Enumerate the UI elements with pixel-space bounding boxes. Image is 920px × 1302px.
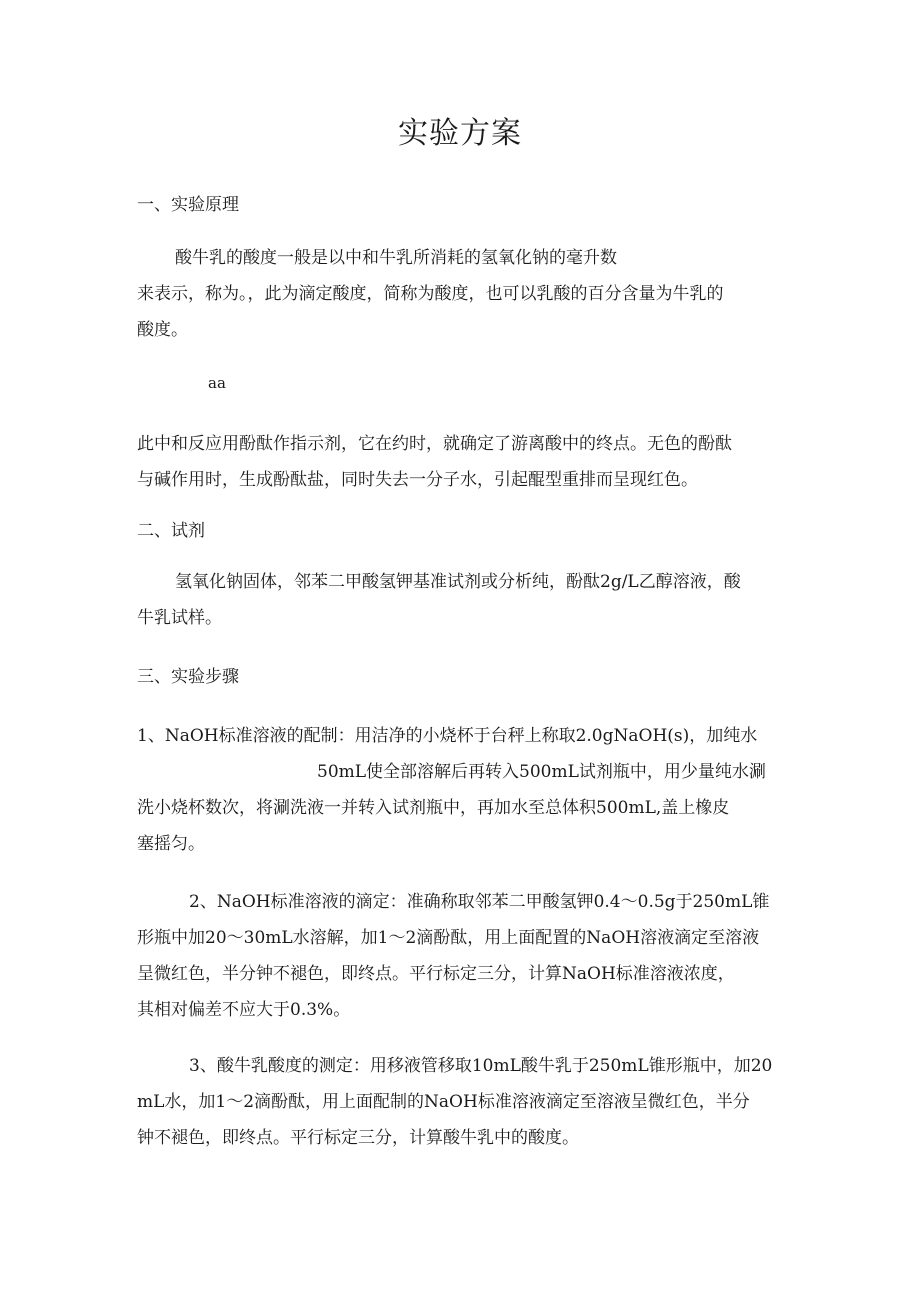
principle-p1-line-3: 酸度。 [137,320,188,340]
step-2-line-1: 2、NaOH标准溶液的滴定：准确称取邻苯二甲酸氢钾0.4～0.5g于250mL锥 [189,892,770,912]
reagents-line-2: 牛乳试样。 [137,608,222,628]
principle-p2-line-1: 此中和反应用酚酞作指示剂，它在约时，就确定了游离酸中的终点。无色的酚酞 [137,434,732,454]
step-1-line-1: 1、NaOH标准溶液的配制：用洁净的小烧杯于台秤上称取2.0gNaOH(s)，加纯水 [137,726,758,746]
step-1-line-2: 50mL使全部溶解后再转入500mL试剂瓶中，用少量纯水涮 [317,762,766,782]
section-heading-steps: 三、实验步骤 [137,667,239,687]
step-2-line-2: 形瓶中加20～30mL水溶解，加1～2滴酚酞，用上面配置的NaOH溶液滴定至溶液 [137,928,760,948]
reagents-paragraph [137,564,787,636]
step-3-line-2: mL水，加1～2滴酚酞，用上面配制的NaOH标准溶液滴定至溶液呈微红色，半分 [137,1092,750,1112]
principle-p1-line-2: 来表示，称为。，此为滴定酸度，简称为酸度，也可以乳酸的百分含量为牛乳的 [137,284,724,304]
step-1-paragraph [137,718,787,862]
formula-label: aa [208,374,226,392]
step-1-line-4: 塞摇匀。 [137,834,205,854]
principle-paragraph-2 [137,426,787,498]
principle-paragraph-1 [137,240,787,348]
step-3-line-3: 钟不褪色，即终点。平行标定三分，计算酸牛乳中的酸度。 [137,1128,579,1148]
page-title: 实验方案 [398,116,522,151]
section-heading-principle: 一、实验原理 [137,195,239,215]
principle-p2-line-2: 与碱作用时，生成酚酞盐，同时失去一分子水，引起醌型重排而呈现红色。 [137,470,698,490]
step-2-paragraph [137,884,787,1028]
step-2-line-3: 呈微红色，半分钟不褪色，即终点。平行标定三分，计算NaOH标准溶液浓度， [137,964,735,984]
step-2-line-4: 其相对偏差不应大于0.3%。 [137,1000,351,1020]
step-3-paragraph [137,1048,787,1156]
reagents-line-1: 氢氧化钠固体，邻苯二甲酸氢钾基准试剂或分析纯，酚酞2g/L乙醇溶液，酸 [175,572,741,592]
section-heading-reagents: 二、试剂 [137,521,205,541]
step-1-line-3: 洗小烧杯数次，将涮洗液一并转入试剂瓶中，再加水至总体积500mL,盖上橡皮 [137,798,730,818]
principle-p1-line-1: 酸牛乳的酸度一般是以中和牛乳所消耗的氢氧化钠的毫升数 [175,248,617,268]
step-3-line-1: 3、酸牛乳酸度的测定：用移液管移取10mL酸牛乳于250mL锥形瓶中，加20 [189,1056,773,1076]
